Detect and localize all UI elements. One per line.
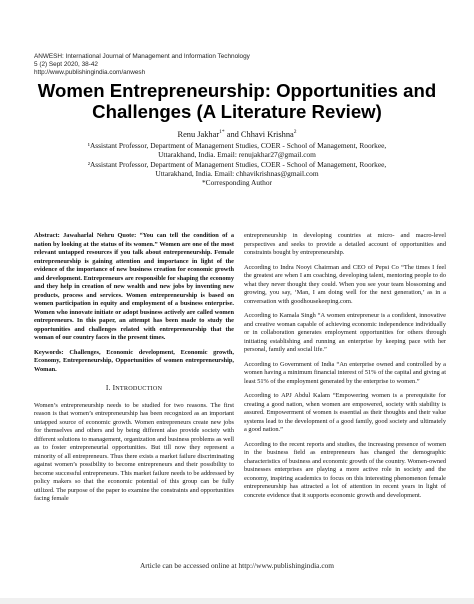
affiliation-line: ²Assistant Professor, Department of Management Studies, COER - School of Management, Roorkee, — [87, 159, 387, 169]
corresponding-author: *Corresponding Author — [201, 178, 272, 188]
section-title: NTRODUCTION — [115, 385, 163, 392]
affiliation-line: ¹Assistant Professor, Department of Management Studies, COER - School of Management, Roorkee, — [87, 141, 387, 150]
right-column — [244, 232, 446, 506]
keywords: Keywords: Challenges, Economic development, Economic growth, Economy, Entrepreneurship, Opportunities of women entrepreneurship, Woman. — [34, 348, 234, 373]
title-line-2: Challenges (A Literature Review) — [92, 101, 382, 122]
author-2: Chhavi Krishna — [240, 129, 294, 139]
body-paragraph: entrepreneurship in developing countries at micro- and macro-level perspectives and seeks to provide a detailed account of opportunities and constraints bought by entrepreneurship. — [244, 232, 446, 256]
intro-paragraph: Women’s entrepreneurship needs to be studied for two reasons. The first reason is that women’s entrepreneurship has been recognized as an important untapped source of economic growth. Women entrepreneurs create new jobs for themselves and others and by being different also provide society with different solutions to management, organization and business problems as well as to foster entrepreneurial opportunities. But till now they represent a minority of all entrepreneurs. Thus there exists a market failure discriminating against women’s possibility to become entrepreneurs and their possibility to become successful entrepreneurs. This market failure needs to be addressed by policy makers so that the economic potential of this group can be fully utilized. The purpose of the paper to examine the constraints and opportunities facing female — [34, 401, 234, 502]
abstract: Abstract: Jawaharlal Nehru Quote: “You can tell the condition of a nation by looking at the status of its women.” Women are one of the most relevant untapped resources if you talk about entrepreneurship. Female entrepreneurship is gaining attention and importance in light of the evidence of the importance of new business creation for economic growth and development. Entrepreneurs are responsible for shaping the economy and they help in creation of new wealth and new jobs by inventing new products, process and services. Women entrepreneurship is based on women participation in equity and employment of a business enterprise. Women who innovate initiate or adopt business actively are called women entrepreneurs. In this paper, an attempt has been made to study the opportunities and challenges related with entrepreneurship that the woman of our country faces in the present times. — [34, 232, 234, 341]
body-paragraph: According to APJ Abdul Kalam “Empowering women is a prerequisite for creating a good nation, when women are empowered, society with stability is assured. Empowerment of women is essential as their thoughts and their value systems lead to the development of a good family, good society and ultimately a good nation.” — [244, 392, 446, 433]
body-paragraph: According to Kamala Singh “A women entrepreneur is a confident, innovative and creative woman capable of achieving economic independence individually or in collaboration generates employment opportunities for others through initiating establishing and running an enterprise by keeping pace with her personal, family and social life.” — [244, 312, 446, 353]
page-bottom-band — [0, 598, 474, 604]
author-1-sup: 1* — [219, 129, 225, 135]
body-paragraph: According to the recent reports and studies, the increasing presence of women in the business field as entrepreneurs has changed the demographic characteristics of business and economic growth of the country. Women-owned businesses enterprises are playing a more active role in society and the economy, inspiring academics to focus on this interesting phenomenon female entrepreneurship has attracted a lot of attention in recent years in light of concrete evidence that it supports economic growth and development. — [244, 440, 446, 499]
author-and: and — [224, 129, 241, 139]
body-paragraph: According to Government of India “An enterprise owned and controlled by a women having a minimum financial interest of 51% of the capital and giving at least 51% of the employment generated by the enterprise to women.” — [244, 360, 446, 385]
section-number: I. I — [105, 383, 116, 392]
affiliation-line: Uttarakhand, India. Email: chhavikrishnas@gmail.com — [155, 168, 319, 178]
journal-header — [34, 53, 250, 77]
affiliations — [30, 141, 444, 187]
author-2-sup: 2 — [293, 129, 297, 135]
affiliation-line: Uttarakhand, India. Email: renujakhar27@gmail.com — [158, 150, 316, 160]
journal-name: ANWESH: International Journal of Management and Information Technology — [34, 53, 250, 60]
left-column — [34, 232, 234, 510]
paper-title — [20, 80, 454, 122]
author-line — [20, 127, 454, 140]
section-heading-introduction — [34, 384, 234, 394]
journal-url: http://www.publishingindia.com/anwesh — [34, 69, 146, 76]
body-paragraph: According to Indra Nooyi Chairman and CEO of Pepsi Co “The times I feel the greatest are when I am coaching, developing talent, mentoring people to do what they never thought they could. When you see your team blossoming and growing, you say, ‘Man, I am doing well for the next generation,’ as in a conversation with goodhousekeeping.com. — [244, 263, 446, 305]
title-line-1: Women Entrepreneurship: Opportunities and — [37, 80, 437, 101]
author-1: Renu Jakhar — [177, 129, 220, 139]
page-footer: Article can be accessed online at http://www.publishingindia.com — [139, 561, 335, 570]
journal-issue: 5 (2) Sept 2020, 38-42 — [34, 61, 98, 68]
